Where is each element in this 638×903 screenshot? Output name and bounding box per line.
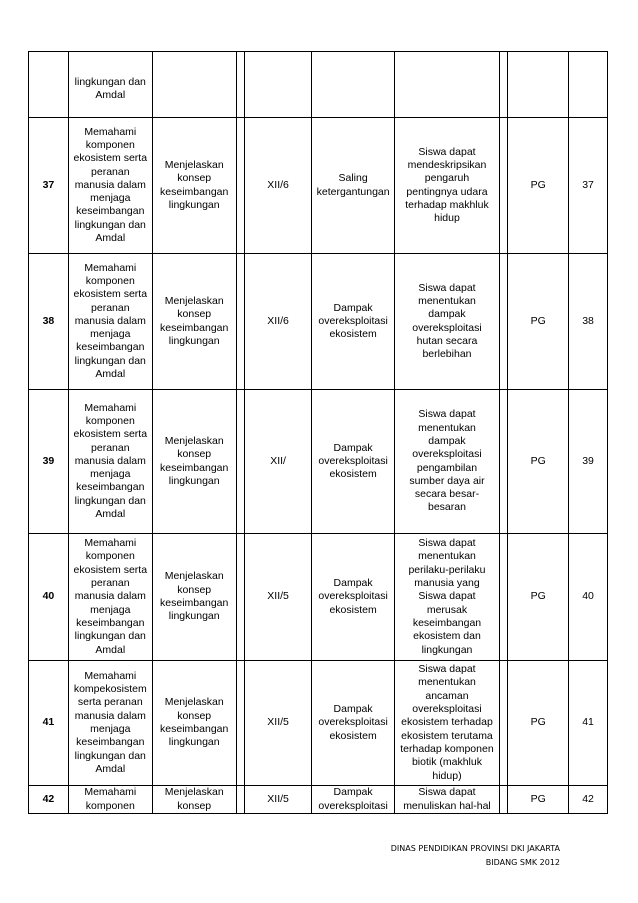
cell-no: 41 <box>29 661 69 786</box>
cell-kompetensi-dasar: Memahami komponen <box>68 786 152 814</box>
table-row <box>29 786 608 814</box>
cell-no: 38 <box>29 254 69 390</box>
cell-bentuk-soal: PG <box>508 534 569 661</box>
cell-nomor-soal: 39 <box>569 390 608 534</box>
cell-nomor-soal: 40 <box>569 534 608 661</box>
cell-spacer <box>499 786 507 814</box>
cell-indikator-soal: Siswa dapat mendeskripsikan pengaruh pentingnya udara terhadap makhluk hidup <box>395 118 500 254</box>
cell-no: 42 <box>29 786 69 814</box>
cell-nomor-soal: 41 <box>569 661 608 786</box>
cell-indikator-soal: Siswa dapat menentukan perilaku-perilaku manusia yang Siswa dapat merusak keseimbangan ekosistem dan lingkungan <box>395 534 500 661</box>
cell-materi: Saling ketergantungan <box>312 118 395 254</box>
cell-spacer <box>499 534 507 661</box>
table-row <box>29 118 608 254</box>
cell-kelas-semester: XII/6 <box>245 118 312 254</box>
cell-indikator: Menjelaskan konsep keseimbangan lingkungan <box>152 534 236 661</box>
cell-indikator-soal: Siswa dapat menentukan ancaman overeksploitasi ekosistem terhadap ekosistem terutama terhadap komponen biotik (makhluk hidup) <box>395 661 500 786</box>
cell-indikator-soal: Siswa dapat menuliskan hal-hal <box>395 786 500 814</box>
cell-spacer <box>499 390 507 534</box>
cell-nomor-soal: 37 <box>569 118 608 254</box>
cell-spacer <box>236 118 244 254</box>
cell-no <box>29 52 69 118</box>
continuation-row <box>29 52 608 118</box>
cell-kompetensi-dasar: Memahami kompekosistem serta peranan manusia dalam menjaga keseimbangan lingkungan dan Amdal <box>68 661 152 786</box>
table-row <box>29 661 608 786</box>
cell-materi: Dampak overeksploitasi ekosistem <box>312 390 395 534</box>
cell-indikator: Menjelaskan konsep keseimbangan lingkungan <box>152 254 236 390</box>
cell-bentuk-soal: PG <box>508 118 569 254</box>
cell-kelas-semester: XII/5 <box>245 661 312 786</box>
cell-spacer <box>236 786 244 814</box>
footer-institution: DINAS PENDIDIKAN PROVINSI DKI JAKARTA <box>390 844 560 853</box>
cell-materi: Dampak overeksploitasi ekosistem <box>312 254 395 390</box>
cell-materi: Dampak overeksploitasi <box>312 786 395 814</box>
cell-spacer <box>236 534 244 661</box>
cell-bentuk-soal: PG <box>508 390 569 534</box>
page-footer <box>360 842 560 870</box>
cell-no: 39 <box>29 390 69 534</box>
cell-bentuk-soal: PG <box>508 254 569 390</box>
cell-indikator-soal: Siswa dapat menentukan dampak overeksploitasi pengambilan sumber daya air secara besar- besaran <box>395 390 500 534</box>
cell-materi: Dampak overeksploitasi ekosistem <box>312 534 395 661</box>
cell-kelas-semester: XII/ <box>245 390 312 534</box>
cell-spacer <box>236 661 244 786</box>
cell-no: 37 <box>29 118 69 254</box>
cell-indikator: Menjelaskan konsep keseimbangan lingkungan <box>152 390 236 534</box>
cell-nomor-soal: 38 <box>569 254 608 390</box>
cell-spacer <box>236 390 244 534</box>
cell-kompetensi-dasar: Memahami komponen ekosistem serta peranan manusia dalam menjaga keseimbangan lingkungan dan Amdal <box>68 534 152 661</box>
cell-bentuk-soal: PG <box>508 661 569 786</box>
kisi-kisi-table <box>28 51 608 814</box>
cell-indikator: Menjelaskan konsep keseimbangan lingkungan <box>152 118 236 254</box>
cell-spacer <box>499 661 507 786</box>
cell-indikator: Menjelaskan konsep <box>152 786 236 814</box>
cell-kelas-semester: XII/6 <box>245 254 312 390</box>
cell-kompetensi-dasar: Memahami komponen ekosistem serta peranan manusia dalam menjaga keseimbangan lingkungan dan Amdal <box>68 118 152 254</box>
cell-no: 40 <box>29 534 69 661</box>
cell-bentuk-soal: PG <box>508 786 569 814</box>
cell-indikator: Menjelaskan konsep keseimbangan lingkungan <box>152 661 236 786</box>
cell-kompetensi-dasar: lingkungan dan Amdal <box>68 52 152 118</box>
cell-indikator-soal: Siswa dapat menentukan dampak overeksploitasi hutan secara berlebihan <box>395 254 500 390</box>
cell-materi: Dampak overeksploitasi ekosistem <box>312 661 395 786</box>
table-row <box>29 254 608 390</box>
table-row <box>29 390 608 534</box>
table-row <box>29 534 608 661</box>
cell-spacer <box>499 118 507 254</box>
cell-kelas-semester: XII/5 <box>245 534 312 661</box>
cell-spacer <box>236 254 244 390</box>
cell-kompetensi-dasar: Memahami komponen ekosistem serta peranan manusia dalam menjaga keseimbangan lingkungan dan Amdal <box>68 254 152 390</box>
cell-nomor-soal: 42 <box>569 786 608 814</box>
cell-spacer <box>499 254 507 390</box>
cell-kelas-semester: XII/5 <box>245 786 312 814</box>
cell-kompetensi-dasar: Memahami komponen ekosistem serta peranan manusia dalam menjaga keseimbangan lingkungan dan Amdal <box>68 390 152 534</box>
footer-department: BIDANG SMK 2012 <box>485 858 560 867</box>
